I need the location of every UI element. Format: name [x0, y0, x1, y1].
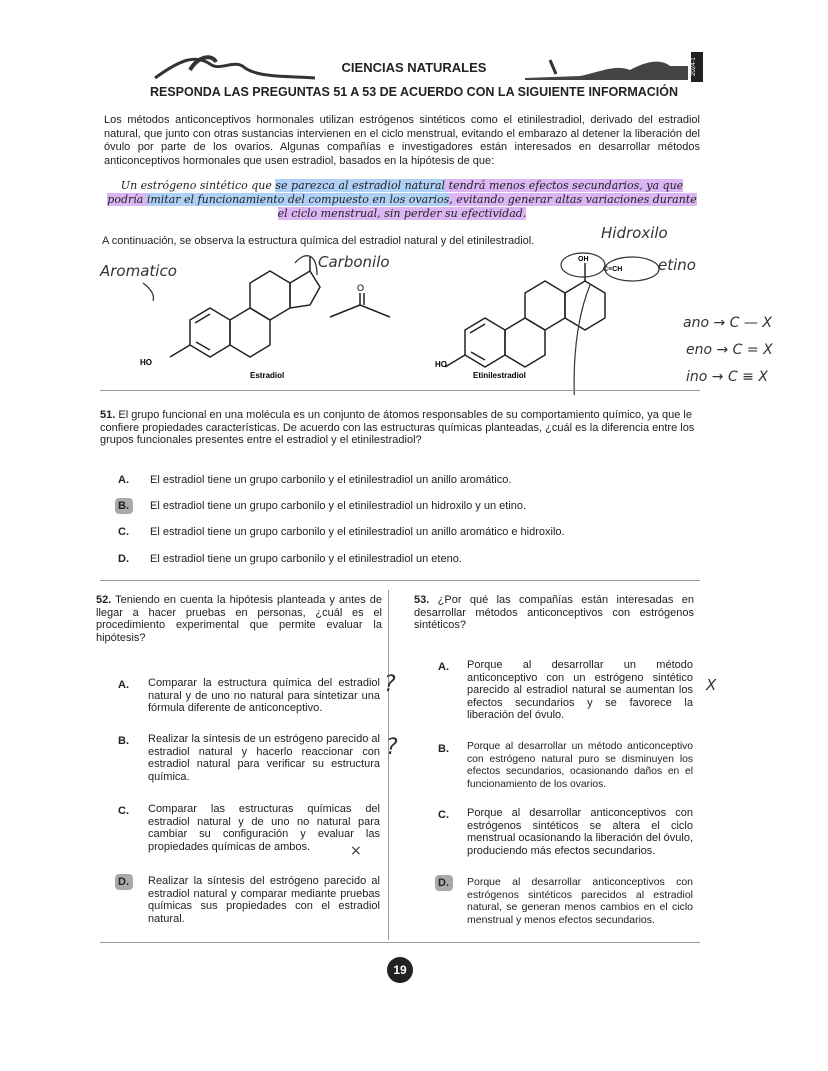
hypothesis-part5: , evitando generar altas variaciones durante el ciclo menstrual, sin perder su efectividad. [277, 193, 697, 220]
ethinyl-alkyne-label: C≡CH [603, 266, 623, 273]
q51-option-a[interactable]: El estradiol tiene un grupo carbonilo y el etinilestradiol un anillo aromático. [150, 474, 512, 486]
handnote-hidroxilo: Hidroxilo [601, 224, 668, 242]
instruction-heading: RESPONDA LAS PREGUNTAS 51 A 53 DE ACUERDO CON LA SIGUIENTE INFORMACIÓN [149, 85, 679, 99]
column-divider [388, 590, 389, 940]
subject-title: CIENCIAS NATURALES [341, 60, 487, 75]
q51-option-d[interactable]: El estradiol tiene un grupo carbonilo y el etinilestradiol un eteno. [150, 553, 462, 565]
intro-paragraph: Los métodos anticonceptivos hormonales utilizan estrógenos sintéticos como el etinilestradiol, derivado del estradiol natural, que junto con otras sustancias intervienen en el ciclo menstrual, evitando el embarazo al detener la liberación del óvulo por parte de los ovarios. Algunas compañías e investigadores están interesados en desarrollar métodos anticonceptivos hormonales que usen estradiol, basados en la hipótesis de que: [104, 114, 700, 167]
handnote-eno: eno → C = X [686, 342, 773, 358]
q52-option-b-letter: B. [118, 735, 129, 747]
bottom-divider [100, 942, 700, 943]
q52-option-c-letter: C. [118, 805, 129, 817]
hypothesis-highlight-2: imitar el funcionamiento del compuesto en los ovarios [146, 193, 450, 206]
q51-text: El grupo funcional en una molécula es un conjunto de átomos responsables de su comportamiento químico, ya que le confiere propiedades características. De acuerdo con las estructuras químicas planteadas, ¿cuál es la diferencia entre los grupos funcionales presentes entre el estradiol y el etinilestradiol? [100, 409, 695, 446]
estradiol-ho-label: HO [140, 358, 152, 367]
q52-option-d[interactable]: Realizar la síntesis del estrógeno parecido al estradiol natural y comparar mediante pruebas químicas sus propiedades con el estradiol natural. [148, 875, 380, 925]
hypothesis-text [104, 179, 700, 221]
page-number-badge: 19 [387, 957, 413, 983]
q53-option-d[interactable]: Porque al desarrollar anticonceptivos con estrógenos sintéticos parecidos al estradiol natural, se generan menos cambios en el ciclo menstrual y menos efectos secundarios. [467, 876, 693, 926]
divider-after-q51 [100, 580, 700, 581]
q52-option-b[interactable]: Realizar la síntesis de un estrógeno parecido al estradiol natural y hacerlo reaccionar con estradiol natural para verificar su estructura química. [148, 733, 380, 783]
hypothesis-highlight-1: se parezca al estradiol natural [275, 179, 446, 192]
q52-stem [96, 594, 382, 644]
handnote-carbonilo: Carbonilo [318, 253, 390, 271]
handnote-q53-a: X [706, 676, 717, 694]
q53-number: 53. [414, 594, 430, 606]
handnote-etino: etino [658, 256, 696, 274]
q53-option-b-letter: B. [438, 743, 449, 755]
q53-option-c[interactable]: Porque al desarrollar anticonceptivos con estrógenos sintéticos se altera el ciclo menstrual ocasionando la liberación del óvulo, produciendo más efectos secundarios. [467, 807, 693, 857]
ethinyl-ho-label: HO [435, 360, 447, 369]
handnote-q52-c: × [350, 843, 362, 859]
q51-option-a-letter: A. [118, 474, 129, 486]
ethinyl-oh-label: OH [578, 256, 589, 263]
q53-text: ¿Por qué las compañías están interesadas en desarrollar métodos anticonceptivos con estrógenos sintéticos? [414, 594, 694, 631]
q52-number: 52. [96, 594, 112, 606]
handnote-q52-b: ? [386, 735, 398, 760]
q53-option-c-letter: C. [438, 809, 449, 821]
structures-lead-text: A continuación, se observa la estructura química del estradiol natural y del etinilestradiol. [102, 235, 535, 247]
handnote-q52-a: ? [384, 672, 396, 697]
q51-option-d-letter: D. [118, 553, 129, 565]
q51-option-b-letter: B. [118, 500, 129, 512]
hypothesis-part1: Un estrógeno sintético que [120, 179, 276, 192]
q51-option-c-letter: C. [118, 526, 129, 538]
divider-after-structures [100, 390, 700, 391]
q53-stem [414, 594, 694, 632]
handnote-ano: ano → C — X [683, 315, 772, 331]
q52-text: Teniendo en cuenta la hipótesis planteada y antes de llegar a hacer pruebas en personas, ¿cuál es el procedimiento experimental que permite evaluar la hipótesis? [96, 594, 382, 644]
q51-option-b[interactable]: El estradiol tiene un grupo carbonilo y el etinilestradiol un hidroxilo y un etino. [150, 500, 527, 512]
q53-option-d-letter: D. [438, 877, 449, 889]
q51-option-c[interactable]: El estradiol tiene un grupo carbonilo y el etinilestradiol un anillo aromático e hidroxilo. [150, 526, 565, 538]
q52-option-c[interactable]: Comparar las estructuras químicas del estradiol natural y de uno no natural para cambiar su configuración y evaluar las propiedades químicas de ambos. [148, 803, 380, 853]
q53-option-a[interactable]: Porque al desarrollar un método anticonceptivo con un estrógeno sintético parecido al estradiol natural se aumentan los efectos secundarios y se favorece la liberación del óvulo. [467, 659, 693, 721]
estradiol-label: Estradiol [250, 371, 285, 380]
q52-option-a[interactable]: Comparar la estructura química del estradiol natural y de uno no natural para sintetizar una fórmula diferente de anticonceptivo. [148, 677, 380, 714]
q51-number: 51. [100, 409, 116, 421]
q53-option-b[interactable]: Porque al desarrollar un método anticonceptivo con estrógeno natural puro se disminuyen los efectos secundarios, ocasionando daños en el funcionamiento de los ovarios. [467, 741, 693, 790]
carbonyl-oxygen-label: O [357, 283, 365, 293]
q53-option-a-letter: A. [438, 661, 449, 673]
estradiol-structure [170, 257, 390, 357]
hypothesis-part3: tendrá menos efectos secundarios, ya que podría [107, 179, 684, 206]
ethinylestradiol-label: Etinilestradiol [473, 371, 526, 380]
handnote-aromatico: Aromatico [100, 262, 177, 280]
year-badge: 2024-1 [691, 52, 703, 82]
q51-stem [100, 409, 696, 447]
handnote-ino: ino → C ≡ X [686, 369, 768, 385]
q52-option-a-letter: A. [118, 679, 129, 691]
q52-option-d-letter: D. [118, 876, 129, 888]
